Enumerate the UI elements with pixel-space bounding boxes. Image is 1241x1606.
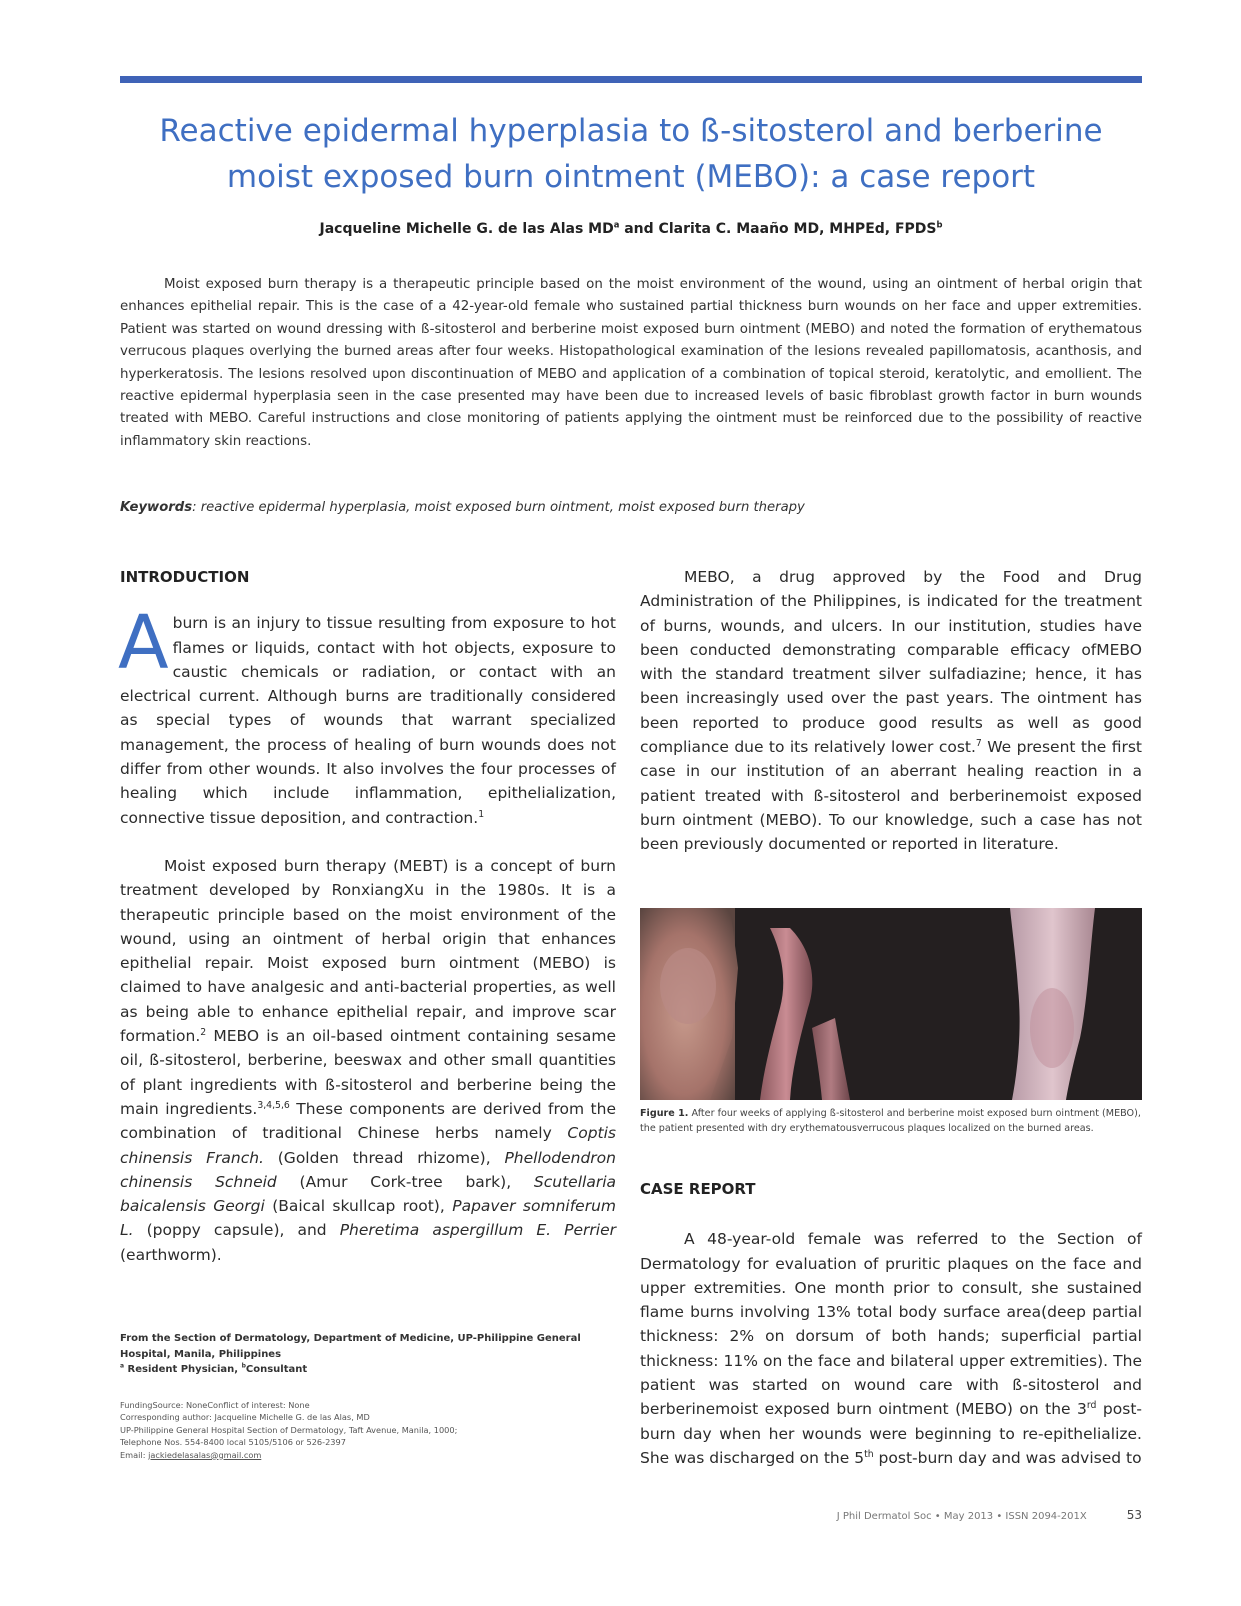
page-footer bbox=[640, 1508, 1142, 1522]
author-connector: and bbox=[619, 221, 659, 237]
figure-label: Figure 1. bbox=[640, 1108, 689, 1119]
herb-scutellaria: Scutellaria baicalensis Georgi bbox=[120, 1172, 616, 1216]
intro-paragraph-2: Moist exposed burn therapy (MEBT) is a concept of burn treatment developed by RonxiangXu in the 1980s. It is a therapeutic principle based on the moist environment of the wound, using an ointment of herbal origin that enhances epithelial repair. Moist exposed burn ointment (MEBO) is claimed to have analgesic and anti-bacterial properties, as well as being able to enhance epithelial repair, and improve scar formation.$^2$ MEBO is an oil-based ointment containing sesame oil, ß-sitosterol, berberine, beeswax and other small quantities of plant ingredients with ß-sitosterol and berberine being the main ingredients.$^{3,4,5,6}$ These components are derived from the combination of traditional Chinese herbs namely Coptis chinensis Franch. (Golden thread rhizome), Phellodendron chinensis Schneid (Amur Cork-tree bark), Scutellaria baicalensis Georgi (Baical skullcap root), Papaver somniferum L. (poppy capsule), and Pheretima aspergillum E. Perrier (earthworm). bbox=[120, 856, 616, 1264]
article-title: Reactive epidermal hyperplasia to ß-sitosterol and berberine moist exposed burn ointment (MEBO): a case report bbox=[159, 113, 1103, 195]
author-1-affil: a bbox=[613, 219, 620, 230]
keywords-label: Keywords bbox=[120, 500, 193, 515]
drop-cap: A bbox=[118, 600, 169, 687]
abstract: Moist exposed burn therapy is a therapeutic principle based on the moist environment of the wound, using an ointment of herbal origin that enhances epithelial repair. This is the case of a 42-year-old female who sustained partial thickness burn wounds on her face and upper extremities. Patient was started on wound dressing with ß-sitosterol and berberine moist exposed burn ointment (MEBO) and noted the formation of erythematous verrucous plaques overlying the burned areas after four weeks. Histopathological examination of the lesions revealed papillomatosis, acanthosis, and hyperkeratosis. The lesions resolved upon discontinuation of MEBO and application of a combination of topical steroid, keratolytic, and emollient. The reactive epidermal hyperplasia seen in the case presented may have been due to increased levels of basic fibroblast growth factor in burn wounds treated with MEBO. Careful instructions and close monitoring of patients applying the ointment must be reinforced due to the possibility of reactive inflammatory skin reactions. bbox=[120, 277, 1142, 449]
header-rule bbox=[120, 76, 1142, 83]
email-line: Email: jackiedelasalas@gmail.com bbox=[120, 1449, 262, 1460]
ref-3-6: 3,4,5,6 bbox=[257, 1099, 290, 1111]
funding-note: FundingSource: NoneConflict of interest: None bbox=[120, 1400, 310, 1410]
herb-papaver: Papaver somniferum L. bbox=[120, 1197, 616, 1240]
email-link[interactable]: jackiedelasalas@gmail.com bbox=[148, 1449, 262, 1460]
author-2: Clarita C. Maaño MD, MHPEd, FPDS bbox=[658, 221, 937, 237]
ref-1: 1 bbox=[478, 808, 485, 820]
herb-phellodendron: Phellodendron chinensis Schneid bbox=[120, 1148, 616, 1191]
case-report-paragraph: A 48-year-old female was referred to the Section of Dermatology for evaluation of pruritic plaques on the face and upper extremities. One month prior to consult, she sustained flame burns involving 13% total body surface area(deep partial thickness: 2% on dorsum of both hands; superficial partial thickness: 11% on the face and bilateral upper extremities). The patient was started on wound care with ß-sitosterol and berberinemoist exposed burn ointment (MEBO) on the 3rd post-burn day when her wounds were beginning to re-epithelialize. She was discharged on the 5th post-burn day and was advised to bbox=[640, 1230, 1142, 1467]
keywords bbox=[120, 500, 1142, 515]
author-line bbox=[120, 221, 1142, 237]
address: UP-Philippine General Hospital Section of Dermatology, Taft Avenue, Manila, 1000; bbox=[120, 1424, 458, 1435]
intro-paragraph-1: A burn is an injury to tissue resulting from exposure to hot flames or liquids, contact with hot objects, exposure to caustic chemicals or radiation, or contact with an electrical current. Although burns are traditionally considered as special types of wounds that warrant specialized management, the process of healing of burn wounds does not differ from other wounds. It also involves the four processes of healing which include inflammation, epithelialization, connective tissue deposition, and contraction.$^1$ bbox=[118, 600, 616, 827]
keywords-list: : reactive epidermal hyperplasia, moist exposed burn ointment, moist exposed burn therapy bbox=[192, 500, 805, 515]
clinical-photo-illustration bbox=[640, 908, 1142, 1100]
page-number: 53 bbox=[1126, 1508, 1142, 1522]
introduction-heading: INTRODUCTION bbox=[120, 568, 250, 586]
mebo-paragraph: MEBO, a drug approved by the Food and Drug Administration of the Philippines, is indicated for the treatment of burns, wounds, and ulcers. In our institution, studies have been conducted demonstrating comparable efficacy ofMEBO with the standard treatment silver sulfadiazine; hence, it has been increasingly used over the past years. The ointment has been reported to produce good results as well as good compliance due to its relatively lower cost.$^7$ We present the first case in our institution of an aberrant healing reaction in a patient treated with ß-sitosterol and berberinemoist exposed burn ointment (MEBO). To our knowledge, such a case has not been previously documented or reported in literature. bbox=[640, 568, 1142, 854]
herb-pheretima: Pheretima aspergillum E. Perrier bbox=[339, 1221, 616, 1240]
right-column-top bbox=[640, 565, 1142, 857]
telephone: Telephone Nos. 554-8400 local 5105/5106 or 526-2397 bbox=[120, 1437, 346, 1448]
case-report-section bbox=[640, 1177, 1142, 1470]
figure-1-caption: Figure 1. After four weeks of applying ß-sitosterol and berberine moist exposed burn ointment (MEBO), the patient presented with dry erythematousverrucous plaques localized on the burned areas. bbox=[640, 1108, 1141, 1134]
ref-7: 7 bbox=[975, 737, 982, 749]
herb-coptis: Coptis chinensis Franch. bbox=[120, 1124, 616, 1167]
affiliation: From the Section of Dermatology, Department of Medicine, UP-Philippine General Hospital, Manila, Philippines bbox=[120, 1333, 581, 1360]
left-column bbox=[120, 565, 616, 1267]
author-2-affil: b bbox=[936, 219, 943, 230]
corresponding-author: Corresponding author: Jacqueline Michelle G. de las Alas, MD bbox=[120, 1412, 370, 1423]
author-1: Jacqueline Michelle G. de las Alas MD bbox=[319, 221, 614, 237]
case-report-heading: CASE REPORT bbox=[640, 1180, 756, 1198]
correspondence-notes bbox=[120, 1399, 616, 1461]
figure-1-photo bbox=[640, 908, 1142, 1100]
journal-info: J Phil Dermatol Soc • May 2013 • ISSN 2094-201X bbox=[836, 1511, 1087, 1522]
affiliation-footnote bbox=[120, 1331, 616, 1378]
ref-2: 2 bbox=[200, 1026, 207, 1038]
author-roles: $^a$ Resident Physician, $^b$Consultant bbox=[120, 1362, 308, 1375]
